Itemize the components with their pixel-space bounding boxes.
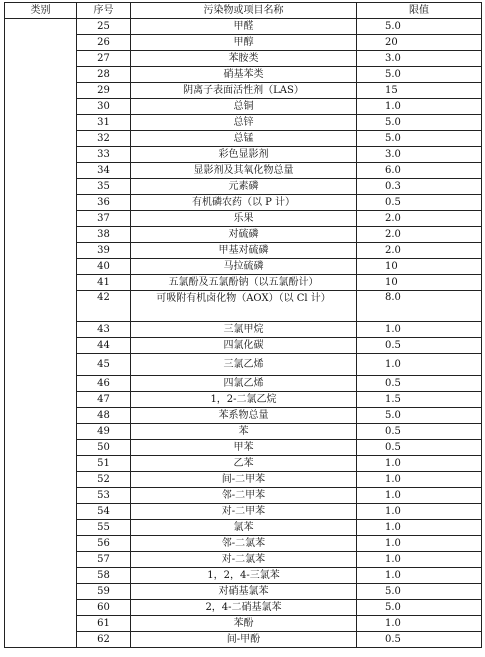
table-row xyxy=(5,131,482,147)
limit-value: 5.0 xyxy=(357,131,482,147)
pollutant-name: 氯苯 xyxy=(131,520,357,536)
row-number: 56 xyxy=(77,536,131,552)
limit-value: 1.0 xyxy=(357,472,482,488)
row-number: 49 xyxy=(77,424,131,440)
pollutant-name: 马拉硫磷 xyxy=(131,259,357,275)
header-limit: 限值 xyxy=(357,3,482,19)
limit-value: 0.5 xyxy=(357,376,482,392)
pollutant-name: 1，2，4-三氯苯 xyxy=(131,568,357,584)
pollutant-name: 有机磷农药（以 P 计） xyxy=(131,195,357,211)
limit-value: 1.0 xyxy=(357,99,482,115)
limit-value: 3.0 xyxy=(357,51,482,67)
table-row xyxy=(5,19,482,35)
limit-value: 2.0 xyxy=(357,243,482,259)
limit-value: 5.0 xyxy=(357,584,482,600)
pollutant-name: 甲基对硫磷 xyxy=(131,243,357,259)
row-number: 45 xyxy=(77,354,131,376)
table-row xyxy=(5,536,482,552)
table-header-row xyxy=(5,3,482,19)
row-number: 57 xyxy=(77,552,131,568)
limit-value: 0.5 xyxy=(357,195,482,211)
limit-value: 20 xyxy=(357,35,482,51)
pollutant-name: 总锌 xyxy=(131,115,357,131)
limit-value: 2.0 xyxy=(357,211,482,227)
table-row xyxy=(5,163,482,179)
row-number: 42 xyxy=(77,291,131,322)
table-row xyxy=(5,291,482,322)
limit-value: 10 xyxy=(357,259,482,275)
table-row xyxy=(5,392,482,408)
row-number: 33 xyxy=(77,147,131,163)
pollutant-name: 甲醇 xyxy=(131,35,357,51)
pollutant-name: 三氯甲烷 xyxy=(131,322,357,338)
table-row xyxy=(5,338,482,354)
table-row xyxy=(5,35,482,51)
row-number: 30 xyxy=(77,99,131,115)
table-row xyxy=(5,552,482,568)
table-row xyxy=(5,488,482,504)
pollutant-name: 对硫磷 xyxy=(131,227,357,243)
table-row xyxy=(5,354,482,376)
header-category: 类别 xyxy=(5,3,77,19)
pollutant-name: 总锰 xyxy=(131,131,357,147)
limit-value: 1.0 xyxy=(357,354,482,376)
row-number: 54 xyxy=(77,504,131,520)
header-number: 序号 xyxy=(77,3,131,19)
pollutant-name: 显影剂及其氧化物总量 xyxy=(131,163,357,179)
row-number: 36 xyxy=(77,195,131,211)
row-number: 58 xyxy=(77,568,131,584)
pollutant-name: 对-二氯苯 xyxy=(131,552,357,568)
limit-value: 6.0 xyxy=(357,163,482,179)
pollutant-limits-table xyxy=(4,2,482,648)
row-number: 59 xyxy=(77,584,131,600)
table-row xyxy=(5,376,482,392)
table-row xyxy=(5,616,482,632)
limit-value: 5.0 xyxy=(357,115,482,131)
limit-value: 1.0 xyxy=(357,456,482,472)
limit-value: 5.0 xyxy=(357,19,482,35)
row-number: 29 xyxy=(77,83,131,99)
row-number: 50 xyxy=(77,440,131,456)
pollutant-name: 苯胺类 xyxy=(131,51,357,67)
table-row xyxy=(5,600,482,616)
pollutant-name: 元素磷 xyxy=(131,179,357,195)
pollutant-name: 总铜 xyxy=(131,99,357,115)
limit-value: 0.5 xyxy=(357,440,482,456)
limit-value: 2.0 xyxy=(357,227,482,243)
row-number: 43 xyxy=(77,322,131,338)
row-number: 62 xyxy=(77,632,131,648)
table-row xyxy=(5,440,482,456)
limit-value: 1.5 xyxy=(357,392,482,408)
pollutant-name: 对硝基氯苯 xyxy=(131,584,357,600)
row-number: 60 xyxy=(77,600,131,616)
row-number: 53 xyxy=(77,488,131,504)
table-row xyxy=(5,115,482,131)
table-row xyxy=(5,322,482,338)
pollutant-name: 邻-二氯苯 xyxy=(131,536,357,552)
row-number: 27 xyxy=(77,51,131,67)
table-row xyxy=(5,179,482,195)
limit-value: 1.0 xyxy=(357,322,482,338)
pollutant-name: 苯 xyxy=(131,424,357,440)
row-number: 44 xyxy=(77,338,131,354)
pollutant-name: 邻-二甲苯 xyxy=(131,488,357,504)
table-row xyxy=(5,520,482,536)
pollutant-name: 可吸附有机卤化物（AOX）（以 Cl 计） xyxy=(131,291,357,322)
table-row xyxy=(5,99,482,115)
pollutant-name: 1，2-二氯乙烷 xyxy=(131,392,357,408)
table-row xyxy=(5,147,482,163)
pollutant-name: 硝基苯类 xyxy=(131,67,357,83)
pollutant-name: 乙苯 xyxy=(131,456,357,472)
limit-value: 1.0 xyxy=(357,536,482,552)
limit-value: 0.5 xyxy=(357,632,482,648)
limit-value: 8.0 xyxy=(357,291,482,322)
pollutant-name: 苯酚 xyxy=(131,616,357,632)
pollutant-name: 彩色显影剂 xyxy=(131,147,357,163)
row-number: 39 xyxy=(77,243,131,259)
limit-value: 15 xyxy=(357,83,482,99)
limit-value: 0.5 xyxy=(357,424,482,440)
table-row xyxy=(5,408,482,424)
limit-value: 1.0 xyxy=(357,552,482,568)
table-row xyxy=(5,456,482,472)
row-number: 51 xyxy=(77,456,131,472)
limit-value: 3.0 xyxy=(357,147,482,163)
row-number: 47 xyxy=(77,392,131,408)
pollutant-name: 间-二甲苯 xyxy=(131,472,357,488)
table-row xyxy=(5,424,482,440)
limit-value: 1.0 xyxy=(357,488,482,504)
table-row xyxy=(5,584,482,600)
limit-value: 10 xyxy=(357,275,482,291)
pollutant-name: 对-二甲苯 xyxy=(131,504,357,520)
row-number: 46 xyxy=(77,376,131,392)
table-row xyxy=(5,211,482,227)
row-number: 25 xyxy=(77,19,131,35)
limit-value: 0.5 xyxy=(357,338,482,354)
limit-value: 1.0 xyxy=(357,616,482,632)
table-row xyxy=(5,259,482,275)
limit-value: 0.3 xyxy=(357,179,482,195)
pollutant-name: 乐果 xyxy=(131,211,357,227)
limit-value: 5.0 xyxy=(357,67,482,83)
category-cell xyxy=(5,19,77,648)
table-row xyxy=(5,227,482,243)
pollutant-name: 甲醛 xyxy=(131,19,357,35)
row-number: 34 xyxy=(77,163,131,179)
row-number: 48 xyxy=(77,408,131,424)
row-number: 52 xyxy=(77,472,131,488)
header-name: 污染物或项目名称 xyxy=(131,3,357,19)
limit-value: 5.0 xyxy=(357,600,482,616)
row-number: 32 xyxy=(77,131,131,147)
limit-value: 1.0 xyxy=(357,504,482,520)
row-number: 38 xyxy=(77,227,131,243)
pollutant-name: 五氯酚及五氯酚钠（以五氯酚计） xyxy=(131,275,357,291)
table-row xyxy=(5,632,482,648)
row-number: 55 xyxy=(77,520,131,536)
row-number: 26 xyxy=(77,35,131,51)
limit-value: 1.0 xyxy=(357,568,482,584)
pollutant-name: 甲苯 xyxy=(131,440,357,456)
table-row xyxy=(5,568,482,584)
row-number: 41 xyxy=(77,275,131,291)
pollutant-name: 间-甲酚 xyxy=(131,632,357,648)
table-row xyxy=(5,243,482,259)
table-row xyxy=(5,83,482,99)
row-number: 40 xyxy=(77,259,131,275)
table-row xyxy=(5,275,482,291)
table-row xyxy=(5,504,482,520)
pollutant-name: 阴离子表面活性剂（LAS） xyxy=(131,83,357,99)
limit-value: 1.0 xyxy=(357,520,482,536)
row-number: 37 xyxy=(77,211,131,227)
pollutant-name: 苯系物总量 xyxy=(131,408,357,424)
table-row xyxy=(5,67,482,83)
limit-value: 5.0 xyxy=(357,408,482,424)
pollutant-name: 2，4-二硝基氯苯 xyxy=(131,600,357,616)
pollutant-name: 四氯化碳 xyxy=(131,338,357,354)
row-number: 61 xyxy=(77,616,131,632)
row-number: 31 xyxy=(77,115,131,131)
pollutant-name: 三氯乙烯 xyxy=(131,354,357,376)
pollutant-name: 四氯乙烯 xyxy=(131,376,357,392)
table-row xyxy=(5,195,482,211)
row-number: 28 xyxy=(77,67,131,83)
table-row xyxy=(5,51,482,67)
row-number: 35 xyxy=(77,179,131,195)
table-body xyxy=(5,19,482,648)
table-row xyxy=(5,472,482,488)
